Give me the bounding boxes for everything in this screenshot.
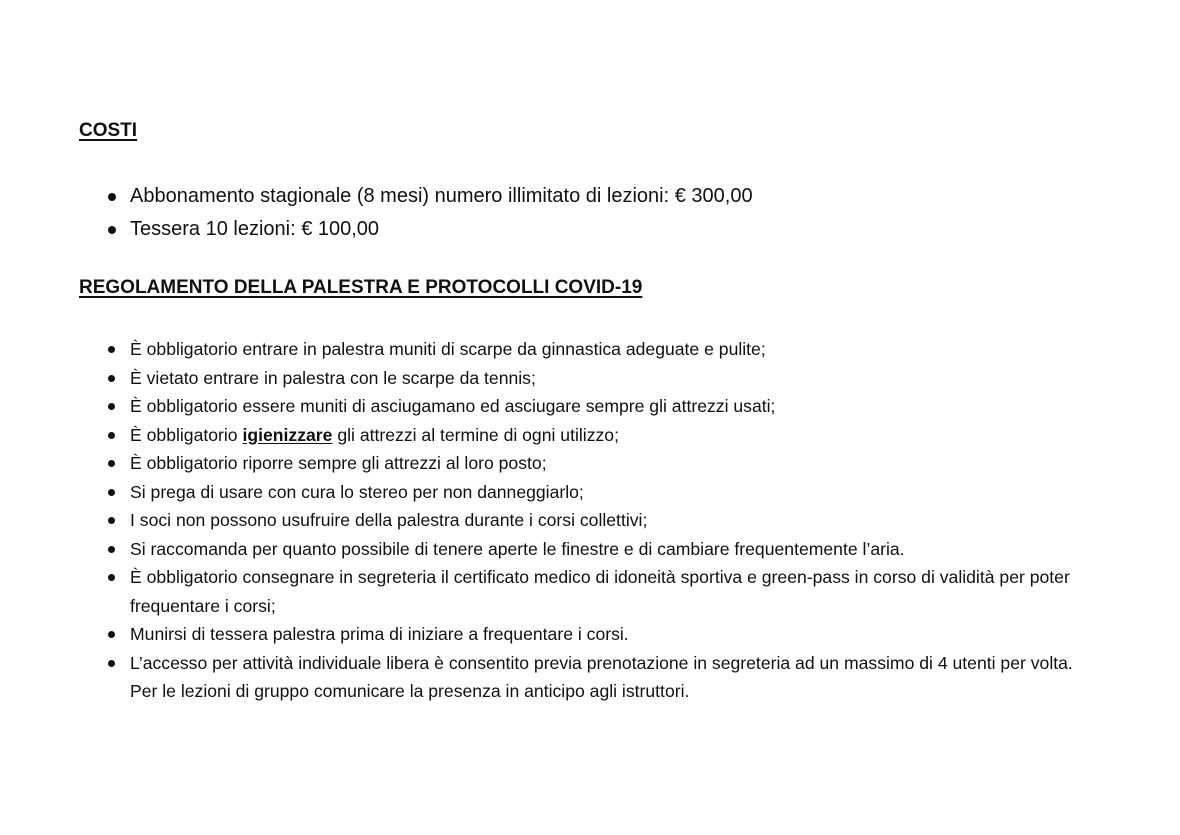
list-item-text: Tessera 10 lezioni: € 100,00 bbox=[130, 218, 380, 240]
emphasized-word: igienizzare bbox=[242, 424, 333, 445]
list-item-text-before: È obbligatorio bbox=[130, 424, 243, 445]
list-item-text: Si raccomanda per quanto possibile di tenere aperte le finestre e di cambiare frequentemente l’aria. bbox=[130, 538, 905, 559]
list-item bbox=[106, 478, 1096, 507]
list-item bbox=[106, 421, 1096, 450]
section-heading-regolamento: REGOLAMENTO DELLA PALESTRA E PROTOCOLLI COVID-19 bbox=[79, 277, 643, 298]
list-item-text: Abbonamento stagionale (8 mesi) numero illimitato di lezioni: € 300,00 bbox=[130, 185, 753, 207]
list-item bbox=[106, 535, 1096, 564]
list-item bbox=[106, 449, 1096, 478]
list-item-text: È obbligatorio consegnare in segreteria il certificato medico di idoneità sportiva e green-pass in corso di validità per poter frequentare i corsi; bbox=[130, 567, 1070, 616]
costi-list bbox=[106, 180, 1106, 246]
list-item-text-after: gli attrezzi al termine di ogni utilizzo; bbox=[332, 424, 619, 445]
list-item-text: È vietato entrare in palestra con le scarpe da tennis; bbox=[130, 367, 536, 388]
list-item bbox=[106, 563, 1096, 620]
list-item-text: Si prega di usare con cura lo stereo per non danneggiarlo; bbox=[130, 481, 584, 502]
rules-list bbox=[106, 335, 1096, 706]
list-item-text: È obbligatorio riporre sempre gli attrezzi al loro posto; bbox=[130, 453, 547, 473]
list-item bbox=[106, 213, 1106, 246]
list-item-text: I soci non possono usufruire della palestra durante i corsi collettivi; bbox=[130, 510, 648, 530]
list-item-text: Munirsi di tessera palestra prima di iniziare a frequentare i corsi. bbox=[130, 624, 629, 644]
list-item bbox=[106, 180, 1106, 213]
list-item-text: L’accesso per attività individuale libera è consentito previa prenotazione in segreteria ad un massimo di 4 utenti per volta. Per le lezioni di gruppo comunicare la presenza in anticipo agli istruttori. bbox=[130, 652, 1073, 701]
list-item bbox=[106, 364, 1096, 393]
list-item-text: È obbligatorio essere muniti di asciugamano ed asciugare sempre gli attrezzi usati; bbox=[130, 396, 776, 416]
list-item bbox=[106, 506, 1096, 535]
list-item bbox=[106, 335, 1096, 364]
list-item bbox=[106, 392, 1096, 421]
list-item bbox=[106, 649, 1096, 706]
section-heading-costi: COSTI bbox=[79, 120, 138, 141]
list-item-text: È obbligatorio entrare in palestra muniti di scarpe da ginnastica adeguate e pulite; bbox=[130, 339, 766, 359]
list-item bbox=[106, 620, 1096, 649]
